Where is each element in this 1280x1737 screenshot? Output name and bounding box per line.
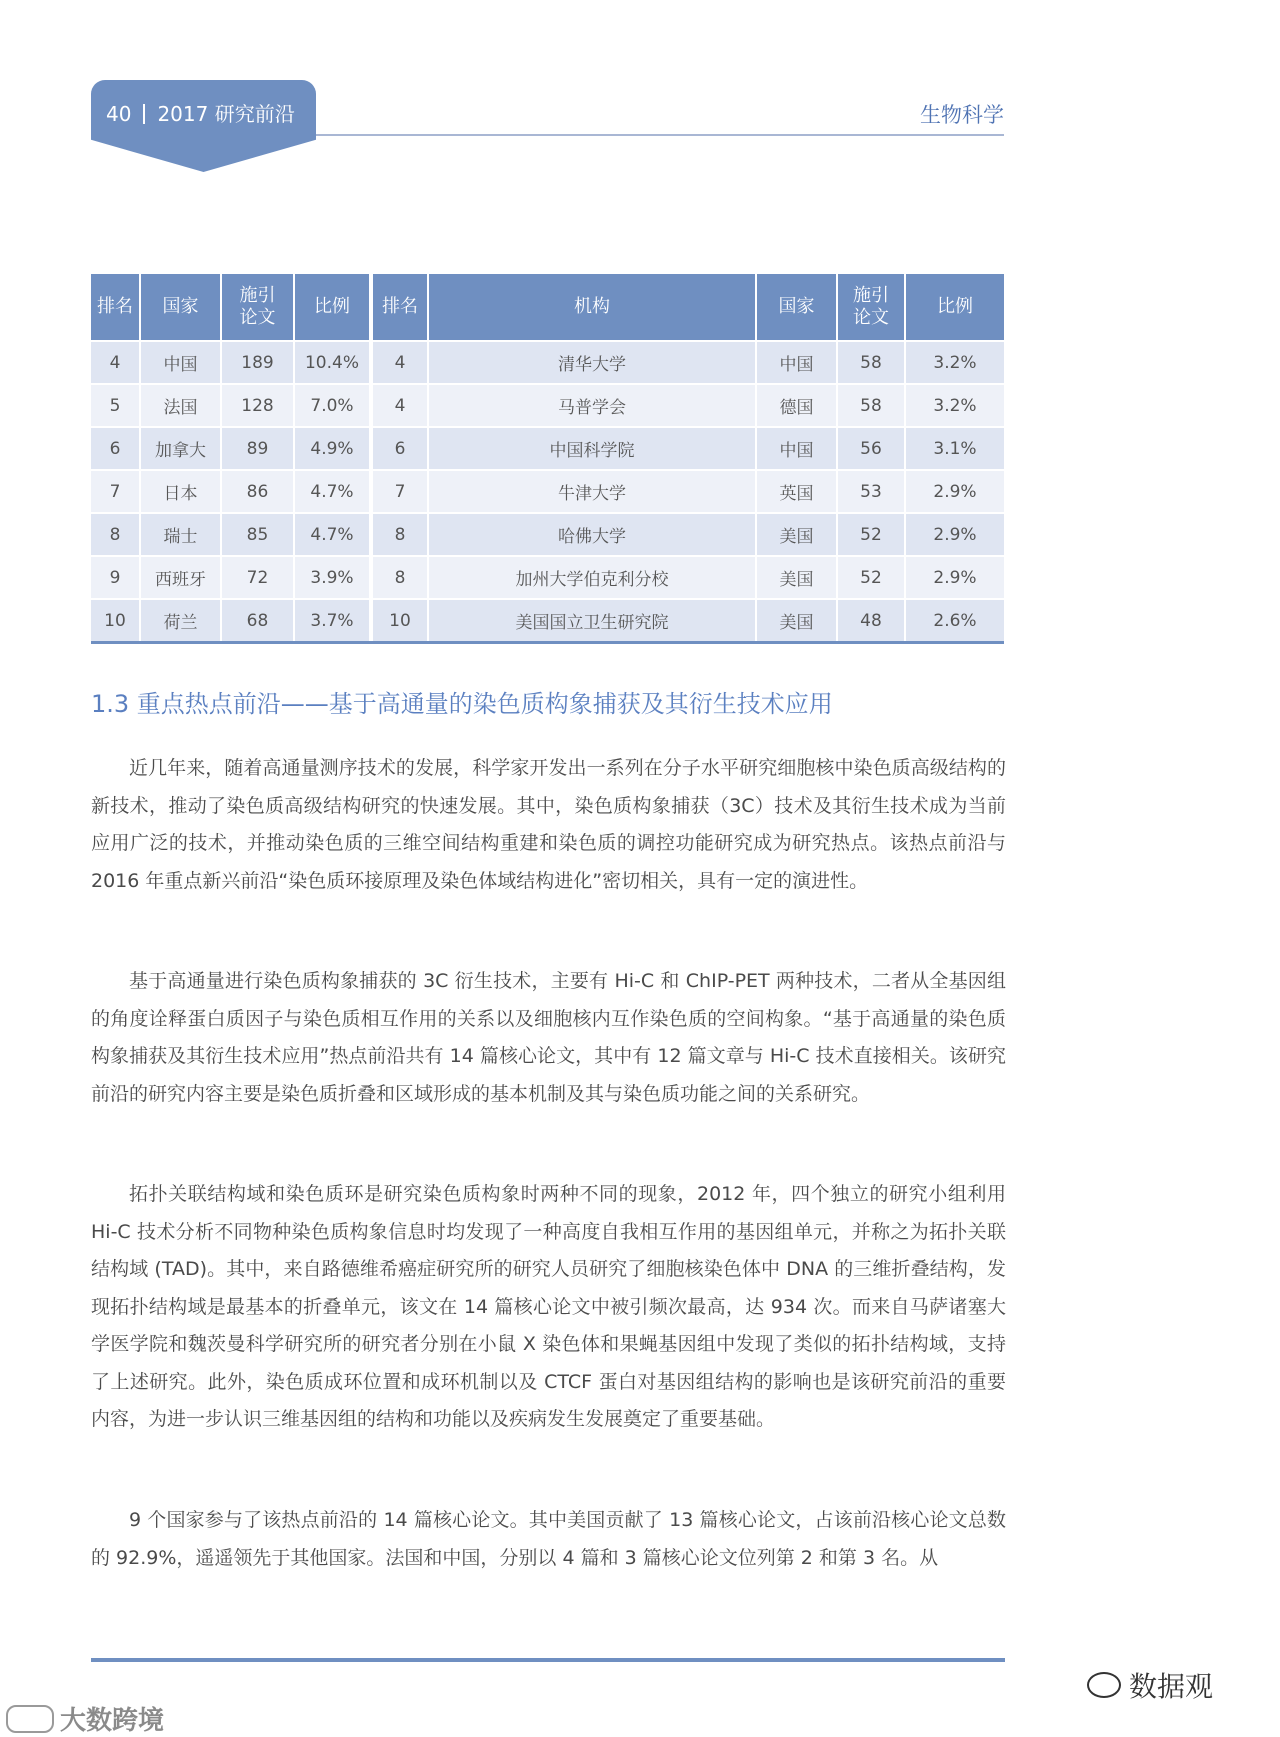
cell-country-2: 英国 <box>757 469 838 512</box>
cell-rank: 5 <box>91 383 141 426</box>
cell-citing-papers: 128 <box>222 383 295 426</box>
table-row <box>91 469 1004 512</box>
cell-country: 日本 <box>141 469 222 512</box>
cell-rank: 4 <box>91 340 141 383</box>
cell-institution: 马普学会 <box>429 383 757 426</box>
section-label: 生物科学 <box>920 103 1004 127</box>
col-header-institution: 机构 <box>429 274 757 340</box>
cell-ratio-2: 3.1% <box>906 426 1004 469</box>
cell-citing-papers: 86 <box>222 469 295 512</box>
cell-citing-papers: 89 <box>222 426 295 469</box>
cell-rank-2: 10 <box>373 598 429 641</box>
cell-institution: 清华大学 <box>429 340 757 383</box>
cell-rank: 10 <box>91 598 141 641</box>
cell-ratio: 3.9% <box>295 555 373 598</box>
paragraph-1: 近几年来，随着高通量测序技术的发展，科学家开发出一系列在分子水平研究细胞核中染色质高级结构的新技术，推动了染色质高级结构研究的快速发展。其中，染色质构象捕获（3C）技术及其衍生技术成为当前应用广泛的技术，并推动染色质的三维空间结构重建和染色质的调控功能研究成为研究热点。该热点前沿与 2016 年重点新兴前沿“染色质环接原理及染色体域结构进化”密切相关，具有一定的演进性。 <box>91 757 1006 892</box>
cell-country: 瑞士 <box>141 512 222 555</box>
cell-citing-papers: 68 <box>222 598 295 641</box>
watermark-right <box>1087 1665 1213 1705</box>
col-header-citing-papers <box>222 274 295 340</box>
col-header-country-2: 国家 <box>757 274 838 340</box>
table-row <box>91 340 1004 383</box>
cell-country: 加拿大 <box>141 426 222 469</box>
header-separator <box>143 104 145 124</box>
watermark-right-text: 数据观 <box>1129 1670 1214 1703</box>
watermark-left <box>6 1700 164 1737</box>
watermark-left-text: 大数跨境 <box>60 1706 165 1736</box>
wechat-icon <box>1087 1672 1121 1698</box>
cell-rank-2: 4 <box>373 383 429 426</box>
cell-country-2: 德国 <box>757 383 838 426</box>
ranking-table <box>91 274 1004 644</box>
cell-ratio-2: 3.2% <box>906 340 1004 383</box>
footer-rule <box>91 1658 1005 1662</box>
paragraph-4: 9 个国家参与了该热点前沿的 14 篇核心论文。其中美国贡献了 13 篇核心论文，占该前沿核心论文总数的 92.9%，遥遥领先于其他国家。法国和中国，分别以 4 篇和 3 篇核心论文位列第 2 和第 3 名。从 <box>91 1509 1006 1569</box>
cell-rank: 6 <box>91 426 141 469</box>
brand-logo-icon <box>6 1705 54 1733</box>
col-header-ratio: 比例 <box>295 274 373 340</box>
cell-country-2: 美国 <box>757 598 838 641</box>
col-header-citing-papers-2 <box>838 274 906 340</box>
col-header-citing-papers-2-text: 施引论文 <box>853 285 889 328</box>
cell-ratio: 10.4% <box>295 340 373 383</box>
cell-ratio-2: 2.9% <box>906 512 1004 555</box>
cell-rank-2: 8 <box>373 512 429 555</box>
cell-rank-2: 4 <box>373 340 429 383</box>
cell-institution: 加州大学伯克利分校 <box>429 555 757 598</box>
cell-citing-papers-2: 52 <box>838 512 906 555</box>
cell-citing-papers: 189 <box>222 340 295 383</box>
cell-institution: 牛津大学 <box>429 469 757 512</box>
header-tab-text <box>106 97 295 131</box>
col-header-rank: 排名 <box>91 274 141 340</box>
cell-citing-papers-2: 52 <box>838 555 906 598</box>
cell-ratio-2: 2.9% <box>906 469 1004 512</box>
col-header-citing-papers-text: 施引论文 <box>239 285 276 328</box>
cell-ratio: 7.0% <box>295 383 373 426</box>
cell-ratio: 4.7% <box>295 469 373 512</box>
cell-rank-2: 7 <box>373 469 429 512</box>
table-row <box>91 555 1004 598</box>
table-row <box>91 598 1004 641</box>
paragraph-2: 基于高通量进行染色质构象捕获的 3C 衍生技术，主要有 Hi-C 和 ChIP-PET 两种技术，二者从全基因组的角度诠释蛋白质因子与染色质相互作用的关系以及细胞核内互作染色质的空间构象。“基于高通量的染色质构象捕获及其衍生技术应用”热点前沿共有 14 篇核心论文，其中有 12 篇文章与 Hi-C 技术直接相关。该研究前沿的研究内容主要是染色质折叠和区域形成的基本机制及其与染色质功能之间的关系研究。 <box>91 970 1006 1105</box>
cell-institution: 哈佛大学 <box>429 512 757 555</box>
cell-rank: 8 <box>91 512 141 555</box>
cell-citing-papers-2: 58 <box>838 340 906 383</box>
cell-ratio-2: 2.9% <box>906 555 1004 598</box>
cell-ratio-2: 3.2% <box>906 383 1004 426</box>
cell-citing-papers-2: 58 <box>838 383 906 426</box>
cell-rank: 9 <box>91 555 141 598</box>
cell-ratio-2: 2.6% <box>906 598 1004 641</box>
cell-country: 中国 <box>141 340 222 383</box>
paragraph-3: 拓扑关联结构域和染色质环是研究染色质构象时两种不同的现象，2012 年，四个独立的研究小组利用 Hi-C 技术分析不同物种染色质构象信息时均发现了一种高度自我相互作用的基因组单元，并称之为拓扑关联结构域 (TAD)。其中，来自路德维希癌症研究所的研究人员研究了细胞核染色体中 DNA 的三维折叠结构，发现拓扑结构域是最基本的折叠单元，该文在 14 篇核心论文中被引频次最高，达 934 次。而来自马萨诸塞大学医学院和魏茨曼科学研究所的研究者分别在小鼠 X 染色体和果蝇基因组中发现了类似的拓扑结构域，支持了上述研究。此外，染色质成环位置和成环机制以及 CTCF 蛋白对基因组结构的影响也是该研究前沿的重要内容，为进一步认识三维基因组的结构和功能以及疾病发生发展奠定了重要基础。 <box>91 1183 1006 1430</box>
cell-citing-papers-2: 53 <box>838 469 906 512</box>
cell-country-2: 中国 <box>757 426 838 469</box>
cell-country-2: 中国 <box>757 340 838 383</box>
cell-citing-papers-2: 48 <box>838 598 906 641</box>
cell-rank: 7 <box>91 469 141 512</box>
page-number: 40 <box>106 102 132 126</box>
cell-citing-papers: 85 <box>222 512 295 555</box>
cell-citing-papers: 72 <box>222 555 295 598</box>
cell-country: 法国 <box>141 383 222 426</box>
table-row <box>91 426 1004 469</box>
cell-ratio: 3.7% <box>295 598 373 641</box>
cell-ratio: 4.7% <box>295 512 373 555</box>
col-header-country: 国家 <box>141 274 222 340</box>
cell-country-2: 美国 <box>757 555 838 598</box>
col-header-rank-2: 排名 <box>373 274 429 340</box>
doc-title: 2017 研究前沿 <box>157 102 295 126</box>
col-header-ratio-2: 比例 <box>906 274 1004 340</box>
section-heading: 1.3 重点热点前沿——基于高通量的染色质构象捕获及其衍生技术应用 <box>91 690 833 718</box>
cell-institution: 美国国立卫生研究院 <box>429 598 757 641</box>
cell-country-2: 美国 <box>757 512 838 555</box>
cell-ratio: 4.9% <box>295 426 373 469</box>
cell-rank-2: 8 <box>373 555 429 598</box>
table-header-row <box>91 274 1004 340</box>
cell-country: 荷兰 <box>141 598 222 641</box>
table-row <box>91 512 1004 555</box>
table-row <box>91 383 1004 426</box>
cell-country: 西班牙 <box>141 555 222 598</box>
cell-rank-2: 6 <box>373 426 429 469</box>
cell-citing-papers-2: 56 <box>838 426 906 469</box>
cell-institution: 中国科学院 <box>429 426 757 469</box>
